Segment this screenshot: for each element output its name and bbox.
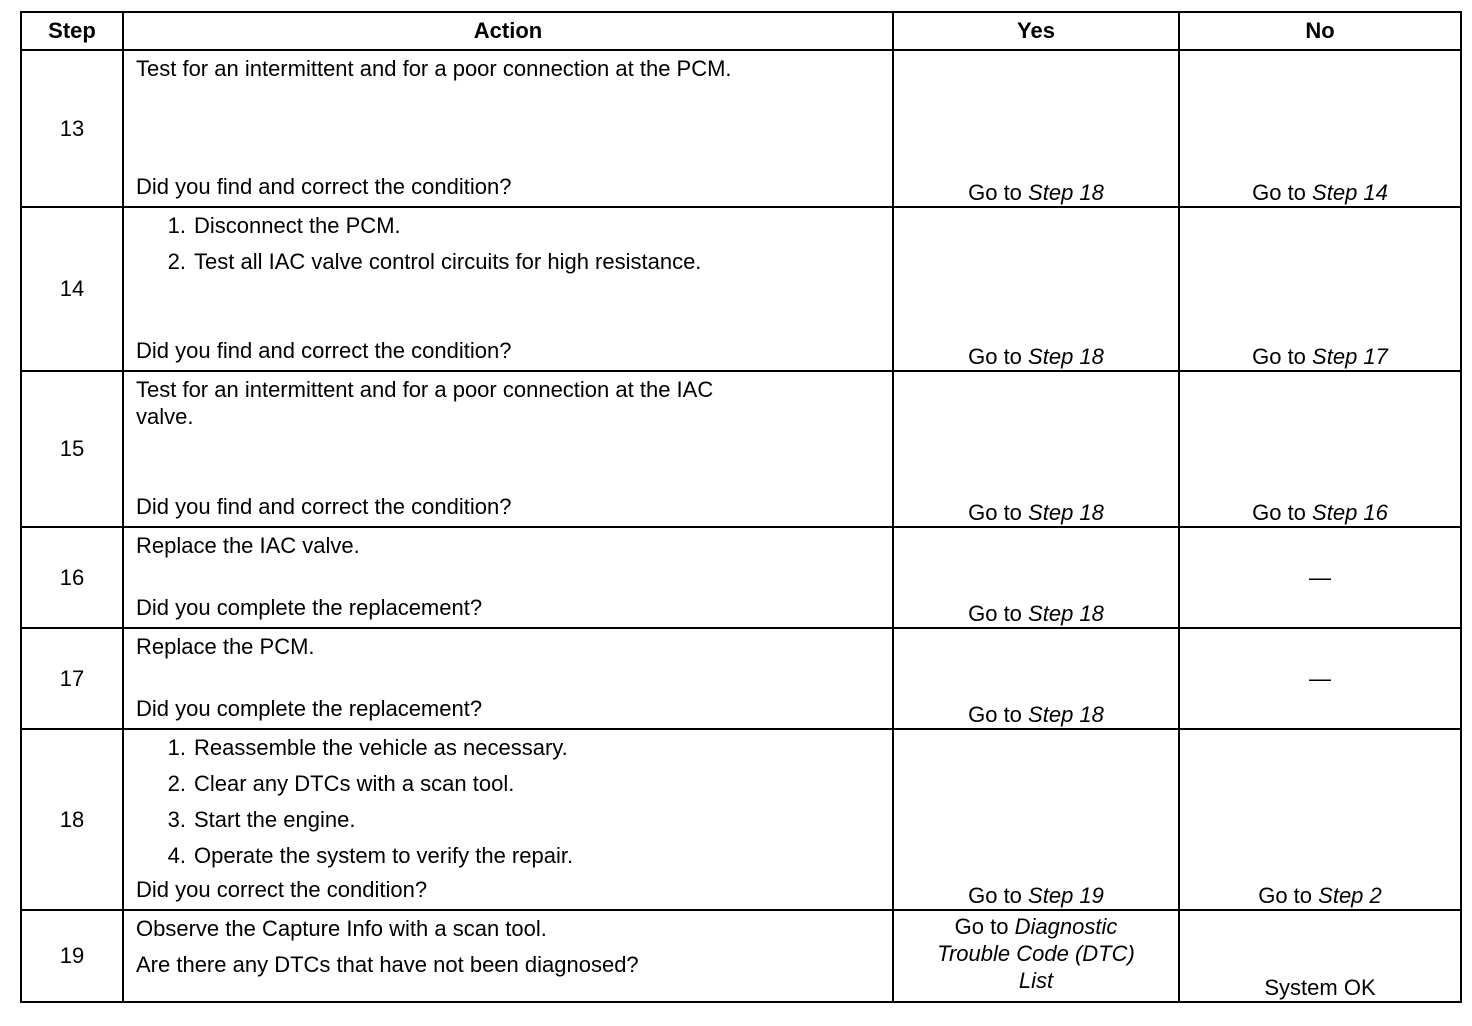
goto-label: Go to xyxy=(968,702,1022,727)
no-cell xyxy=(1179,628,1461,729)
step-number: 14 xyxy=(21,207,123,371)
header-no: No xyxy=(1179,12,1461,50)
list-text: Operate the system to verify the repair. xyxy=(194,843,574,868)
list-item xyxy=(136,244,882,280)
table-row xyxy=(21,628,1461,729)
step-link[interactable]: Step 16 xyxy=(1312,500,1388,525)
table-row xyxy=(21,371,1461,527)
action-question: Did you complete the replacement? xyxy=(136,696,483,721)
list-number: 1. xyxy=(167,213,186,238)
action-cell xyxy=(123,628,893,729)
list-text: Test all IAC valve control circuits for high resistance. xyxy=(194,249,702,274)
action-text: Observe the Capture Info with a scan tool. xyxy=(136,916,547,941)
list-text: Disconnect the PCM. xyxy=(194,213,401,238)
action-cell xyxy=(123,207,893,371)
goto-label: Go to xyxy=(968,883,1022,908)
list-text: Clear any DTCs with a scan tool. xyxy=(194,771,515,796)
no-cell xyxy=(1179,910,1461,1002)
list-item xyxy=(136,766,882,802)
action-cell xyxy=(123,910,893,1002)
list-number: 3. xyxy=(167,807,186,832)
yes-cell xyxy=(893,910,1179,1002)
action-question: Are there any DTCs that have not been diagnosed? xyxy=(136,952,639,977)
no-cell xyxy=(1179,50,1461,207)
step-link[interactable]: Step 17 xyxy=(1312,344,1388,369)
yes-cell xyxy=(893,527,1179,628)
goto-label: Go to xyxy=(968,344,1022,369)
action-text-line: Test for an intermittent and for a poor connection at the IAC xyxy=(136,377,714,402)
list-item xyxy=(136,838,882,874)
step-number: 17 xyxy=(21,628,123,729)
yes-cell xyxy=(893,207,1179,371)
list-number: 2. xyxy=(167,249,186,274)
list-text: Start the engine. xyxy=(194,807,356,832)
goto-label: Go to xyxy=(1252,344,1306,369)
step-number: 19 xyxy=(21,910,123,1002)
no-cell xyxy=(1179,207,1461,371)
action-text: Replace the PCM. xyxy=(136,634,315,659)
action-cell xyxy=(123,371,893,527)
action-question: Did you find and correct the condition? xyxy=(136,494,512,519)
step-link[interactable]: Step 18 xyxy=(1028,500,1104,525)
list-item xyxy=(136,802,882,838)
list-number: 1. xyxy=(167,735,186,760)
header-action: Action xyxy=(123,12,893,50)
goto-label: Go to xyxy=(954,914,1009,939)
goto-label: Go to xyxy=(968,601,1022,626)
yes-cell xyxy=(893,628,1179,729)
action-question: Did you find and correct the condition? xyxy=(136,338,512,363)
list-number: 4. xyxy=(167,843,186,868)
list-number: 2. xyxy=(167,771,186,796)
no-dash: — xyxy=(1309,564,1331,590)
action-cell xyxy=(123,527,893,628)
table-row xyxy=(21,729,1461,910)
header-row xyxy=(21,12,1461,50)
step-link[interactable]: Step 18 xyxy=(1028,702,1104,727)
diagnostic-table xyxy=(20,11,1462,1003)
no-cell xyxy=(1179,729,1461,910)
action-question: Did you complete the replacement? xyxy=(136,595,483,620)
step-number: 15 xyxy=(21,371,123,527)
table-row xyxy=(21,910,1461,1002)
step-link[interactable]: Step 19 xyxy=(1028,883,1104,908)
action-question: Did you correct the condition? xyxy=(136,877,428,902)
yes-cell xyxy=(893,371,1179,527)
yes-cell xyxy=(893,50,1179,207)
action-text: Test for an intermittent and for a poor connection at the PCM. xyxy=(136,56,732,81)
dtc-list-link[interactable]: List xyxy=(1018,968,1054,993)
step-link[interactable]: Step 2 xyxy=(1318,883,1382,908)
step-number: 18 xyxy=(21,729,123,910)
step-number: 13 xyxy=(21,50,123,207)
header-yes: Yes xyxy=(893,12,1179,50)
goto-label: Go to xyxy=(1252,180,1306,205)
action-text: Replace the IAC valve. xyxy=(136,533,360,558)
table-row xyxy=(21,207,1461,371)
no-cell xyxy=(1179,527,1461,628)
goto-label: Go to xyxy=(1252,500,1306,525)
list-item xyxy=(136,730,882,766)
step-link[interactable]: Step 18 xyxy=(1028,180,1104,205)
no-dash: — xyxy=(1309,665,1331,691)
dtc-list-link[interactable]: Diagnostic xyxy=(1014,914,1118,939)
yes-cell xyxy=(893,729,1179,910)
step-link[interactable]: Step 18 xyxy=(1028,601,1104,626)
action-cell xyxy=(123,729,893,910)
step-link[interactable]: Step 18 xyxy=(1028,344,1104,369)
step-link[interactable]: Step 14 xyxy=(1312,180,1388,205)
table-row xyxy=(21,50,1461,207)
dtc-list-link[interactable]: Trouble Code (DTC) xyxy=(937,941,1135,966)
goto-label: Go to xyxy=(968,180,1022,205)
list-item xyxy=(136,208,882,244)
action-text-line: valve. xyxy=(136,404,194,429)
action-cell xyxy=(123,50,893,207)
action-question: Did you find and correct the condition? xyxy=(136,174,512,199)
goto-label: Go to xyxy=(968,500,1022,525)
goto-label: Go to xyxy=(1258,883,1313,908)
header-step: Step xyxy=(21,12,123,50)
step-number: 16 xyxy=(21,527,123,628)
no-cell xyxy=(1179,371,1461,527)
table-row xyxy=(21,527,1461,628)
list-text: Reassemble the vehicle as necessary. xyxy=(194,735,568,760)
system-ok-text: System OK xyxy=(1264,975,1376,1000)
